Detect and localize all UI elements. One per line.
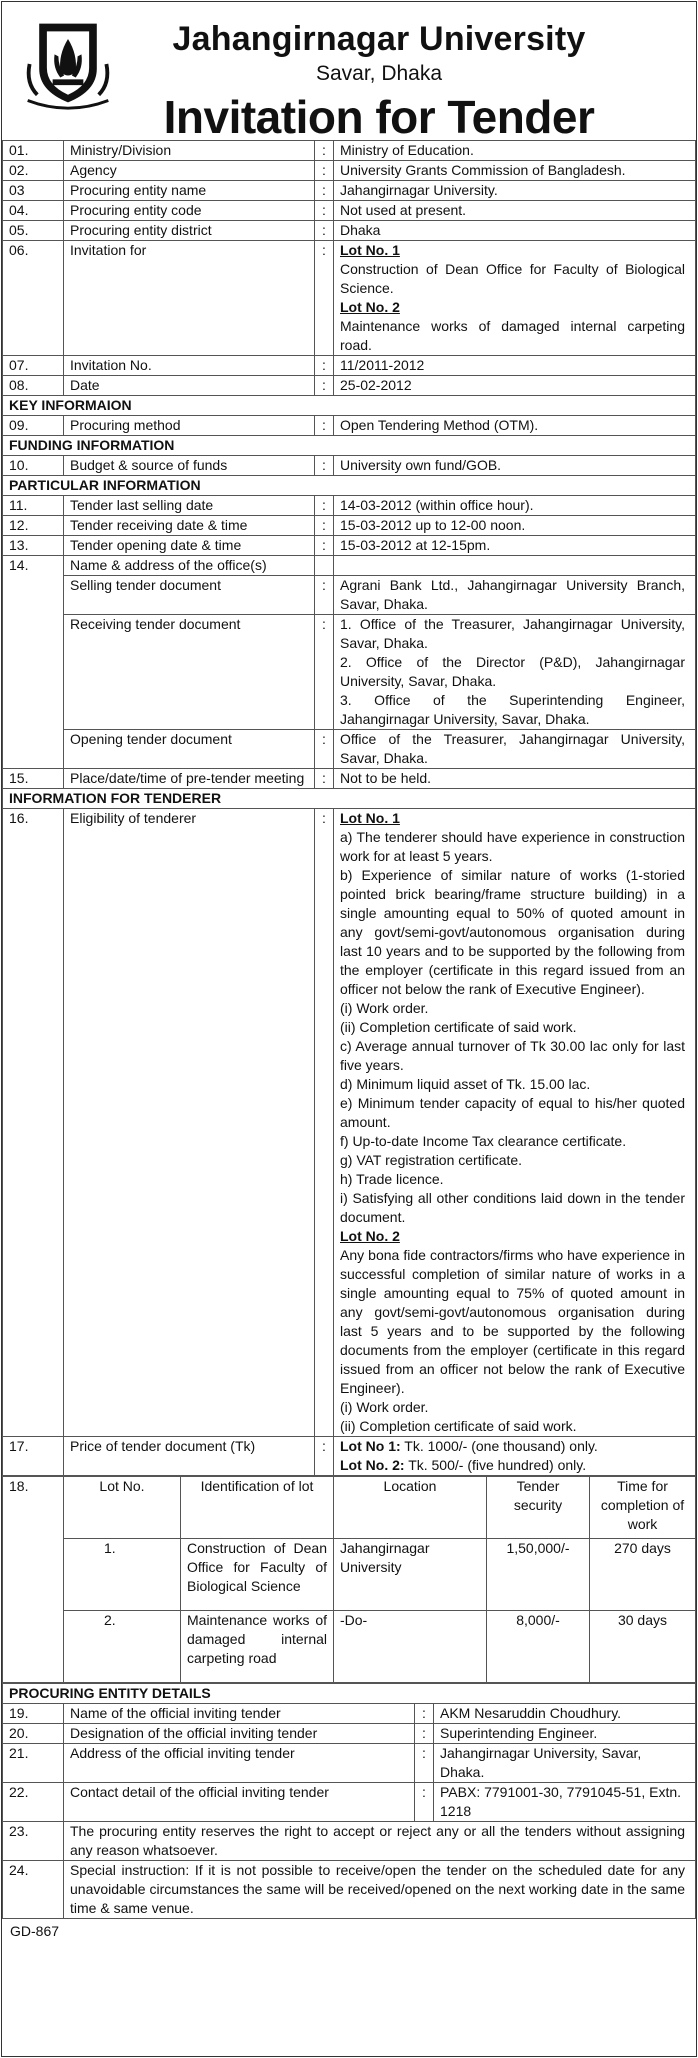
lots-table [2,1476,696,1683]
table-row: 07. Invitation No. : 11/2011-2012 [3,356,696,376]
table-row-invitation: 06. Invitation for : Lot No. 1 Construction of Dean Office for Faculty of Biological Science. Lot No. 2 Maintenance works of damaged internal carpeting road. [3,241,696,356]
table-row: 10. Budget & source of funds : University own fund/GOB. [3,456,696,476]
table-row: Receiving tender document : 1. Office of the Treasurer, Jahangirnagar University, Savar, Dhaka. 2. Office of the Director (P&D), Jahangirnagar University, Savar, Dhaka. 3. Office of the Superintending Engineer, Jahangirnagar University, Savar, Dhaka. [3,615,696,730]
table-row: 12. Tender receiving date & time : 15-03-2012 up to 12-00 noon. [3,516,696,536]
lot-1-text: Construction of Dean Office for Faculty of Biological Science. [340,261,685,296]
table-row: 19. Name of the official inviting tender : AKM Nesaruddin Choudhury. [3,1704,696,1724]
table-row: 08. Date : 25-02-2012 [3,376,696,396]
table-row-offices: 14. Name & address of the office(s) [3,556,696,576]
footer-code: GD-867 [10,1923,60,1939]
section-heading: KEY INFORMAION [3,396,696,416]
table-row: 02. Agency : University Grants Commission of Bangladesh. [3,161,696,181]
table-row: 05. Procuring entity district : Dhaka [3,221,696,241]
lot-1-title: Lot No. 1 [340,810,400,826]
table-row: 1. Construction of Dean Office for Faculty of Biological Science Jahangirnagar University 1,50,000/- 270 days [3,1539,696,1611]
table-row: 20. Designation of the official inviting tender : Superintending Engineer. [3,1724,696,1744]
section-heading: PROCURING ENTITY DETAILS [3,1684,696,1704]
lot-1-title: Lot No. 1 [340,242,400,258]
tender-notice [1,1,697,2057]
university-location: Savar, Dhaka [315,62,443,85]
page-title: Invitation for Tender [163,91,595,143]
table-row: 04. Procuring entity code : Not used at present. [3,201,696,221]
tender-details-table [2,140,696,1476]
table-row: 13. Tender opening date & time : 15-03-2012 at 12-15pm. [3,536,696,556]
procuring-entity-table [2,1683,696,1919]
lot-2-title: Lot No. 2 [340,1228,400,1244]
table-row: 09. Procuring method : Open Tendering Method (OTM). [3,416,696,436]
table-header-row: 18. Lot No. Identification of lot Location Tender security Time for completion of work [3,1477,696,1539]
lot-2-title: Lot No. 2 [340,299,400,315]
section-heading: PARTICULAR INFORMATION [3,476,696,496]
lot-2-text: Maintenance works of damaged internal carpeting road. [340,318,685,353]
table-row: 2. Maintenance works of damaged internal carpeting road -Do- 8,000/- 30 days [3,1611,696,1683]
header [2,2,696,143]
university-name: Jahangirnagar University [172,20,586,58]
table-row: 03 Procuring entity name : Jahangirnagar University. [3,181,696,201]
section-heading: INFORMATION FOR TENDERER [3,789,696,809]
table-row: 21. Address of the official inviting tender : Jahangirnagar University, Savar, Dhaka. [3,1744,696,1783]
table-row: 01. Ministry/Division : Ministry of Education. [3,141,696,161]
table-row: 22. Contact detail of the official inviting tender : PABX: 7791001-30, 7791045-51, Extn. 1218 [3,1783,696,1822]
table-row: Opening tender document : Office of the Treasurer, Jahangirnagar University, Savar, Dhaka. [3,730,696,769]
table-row: 23. The procuring entity reserves the right to accept or reject any or all the tenders without assigning any reason whatsoever. [3,1822,696,1861]
section-heading: FUNDING INFORMATION [3,436,696,456]
table-row: 15. Place/date/time of pre-tender meeting : Not to be held. [3,769,696,789]
table-row-eligibility: 16. Eligibility of tenderer : Lot No. 1 a) The tenderer should have experience in construction work for at least 5 years. b) Experience of similar nature of works (1-storied pointed brick bearing/frame structure building) in a single amounting equal to 50% of quoted amount in any govt/semi-govt/autonomous organisation during last 10 years and to be supported by the following from the employer (certificate in this regard issued from an officer not below the rank of Executive Engineer). (i) Work order. (ii) Completion certificate of said work. c) Average annual turnover of Tk 30.00 lac only for last five years. d) Minimum liquid asset of Tk. 15.00 lac. e) Minimum tender capacity of equal to his/her quoted amount. f) Up-to-date Income Tax clearance certificate. g) VAT registration certificate. h) Trade licence. i) Satisfying all other conditions laid down in the tender document. Lot No. 2 Any bona fide contractors/firms who have experience in successful completion of similar nature of works in a single amounting equal to 75% of quoted amount in any govt/semi-govt/autonomous organisation during last 5 years and to be supported by the following documents from the employer (certificate in this regard issued from an officer not below the rank of Executive Engineer). (i) Work order. (ii) Completion certificate of said work. [3,809,696,1437]
table-row: Selling tender document : Agrani Bank Ltd., Jahangirnagar University Branch, Savar, Dhaka. [3,576,696,615]
table-row: 24. Special instruction: If it is not possible to receive/open the tender on the scheduled date for any unavoidable circumstances the same will be received/opened on the next working date in the same time & same venue. [3,1861,696,1919]
table-row-price: 17. Price of tender document (Tk) : Lot No 1: Tk. 1000/- (one thousand) only. Lot No. 2: Tk. 500/- (five hundred) only. [3,1437,696,1476]
table-row: 11. Tender last selling date : 14-03-2012 (within office hour). [3,496,696,516]
